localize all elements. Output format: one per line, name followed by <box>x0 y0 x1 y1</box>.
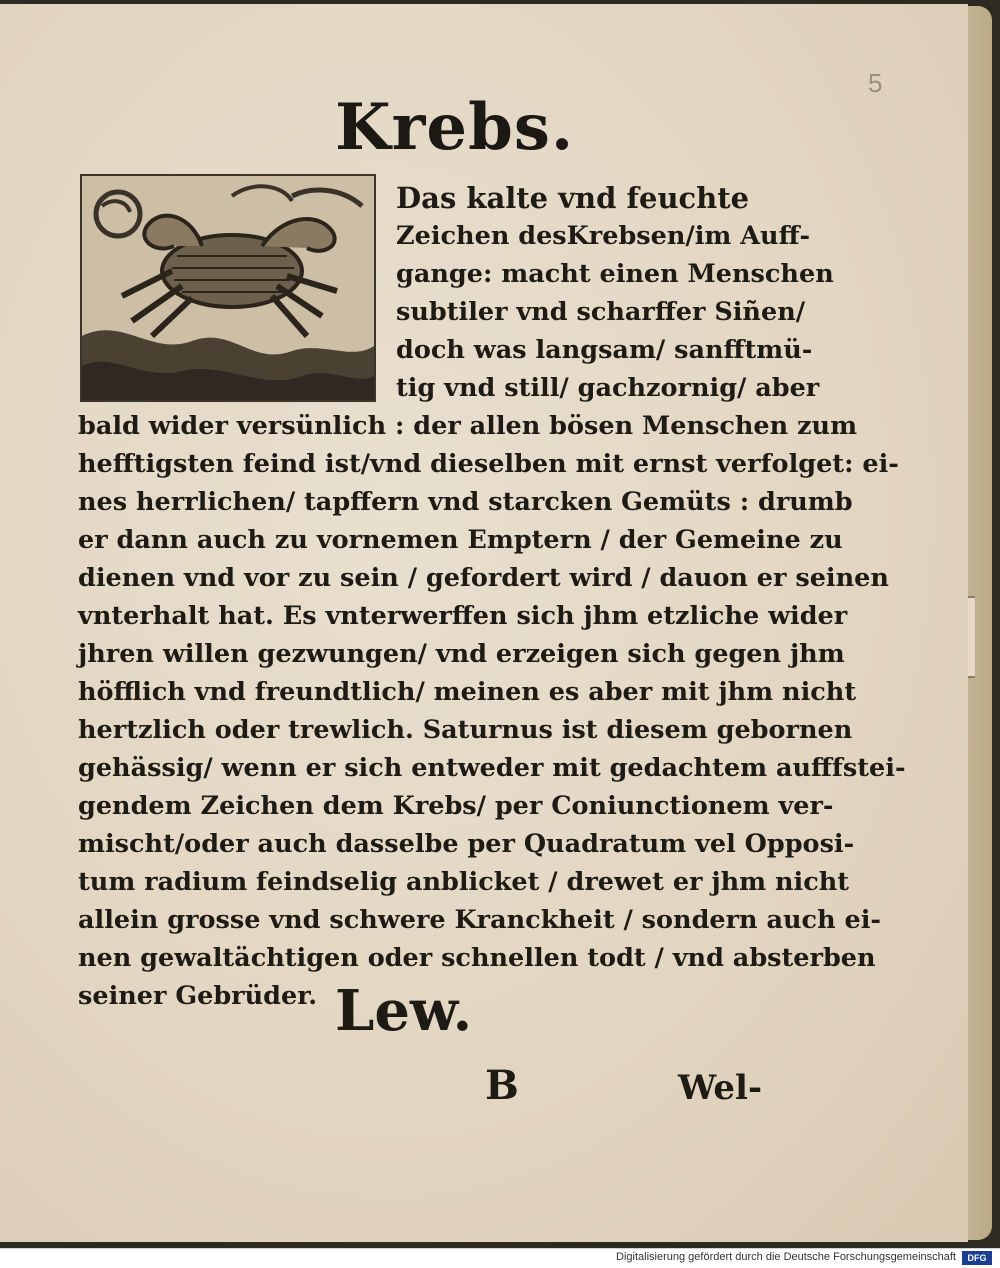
footer-credit: Digitalisierung gefördert durch die Deutsche Forschungsgemeinschaft <box>616 1251 956 1263</box>
text-line: doch was langsam/ sanfftmü- <box>396 335 813 365</box>
text-line: jhren willen gezwungen/ vnd erzeigen sich gegen jhm <box>78 639 845 669</box>
dfg-logo: DFG <box>962 1251 992 1265</box>
text-line: nes herrlichen/ tapffern vnd starcken Gemüts : drumb <box>78 487 853 517</box>
text-line: er dann auch zu vornemen Emptern / der Gemeine zu <box>78 525 843 555</box>
text-line: hertzlich oder trewlich. Saturnus ist diesem gebornen <box>78 715 853 745</box>
book-page <box>0 4 968 1242</box>
text-line: gehässig/ wenn er sich entweder mit gedachtem aufffstei- <box>78 753 906 783</box>
text-line: allein grosse vnd schwere Kranckheit / sondern auch ei- <box>78 905 881 935</box>
text-line: seiner Gebrüder. <box>78 981 318 1011</box>
text-line: nen gewaltächtigen oder schnellen todt / vnd absterben <box>78 943 876 973</box>
text-line: vnterhalt hat. Es vnterwerffen sich jhm etzliche wider <box>78 601 848 631</box>
page-heading: Krebs. <box>335 90 575 165</box>
text-line: hefftigsten feind ist/vnd dieselben mit ernst verfolget: ei- <box>78 449 899 479</box>
next-section-heading: Lew. <box>335 978 473 1044</box>
text-line: tum radium feindselig anblicket / drewet er jhm nicht <box>78 867 850 897</box>
text-line: bald wider versünlich : der allen bösen Menschen zum <box>78 411 858 441</box>
text-line: tig vnd still/ gachzornig/ aber <box>396 373 820 403</box>
text-line: höfflich vnd freundtlich/ meinen es aber mit jhm nicht <box>78 677 857 707</box>
text-line: gange: macht einen Menschen <box>396 259 834 289</box>
text-line: subtiler vnd scharffer Siñen/ <box>396 297 806 327</box>
text-line: Zeichen desKrebsen/im Auff- <box>396 221 811 251</box>
page-number: 5 <box>868 68 883 98</box>
catchword: Wel- <box>678 1068 763 1108</box>
text-line: gendem Zeichen dem Krebs/ per Coniunctionem ver- <box>78 791 834 821</box>
crab-woodcut-illustration <box>80 174 376 402</box>
footer-bar <box>0 1248 1000 1268</box>
signature-mark: B <box>485 1062 519 1109</box>
text-line: mischt/oder auch dasselbe per Quadratum vel Opposi- <box>78 829 855 859</box>
text-line: dienen vnd vor zu sein / gefordert wird / dauon er seinen <box>78 563 889 593</box>
text-line: Das kalte vnd feuchte <box>396 181 750 215</box>
